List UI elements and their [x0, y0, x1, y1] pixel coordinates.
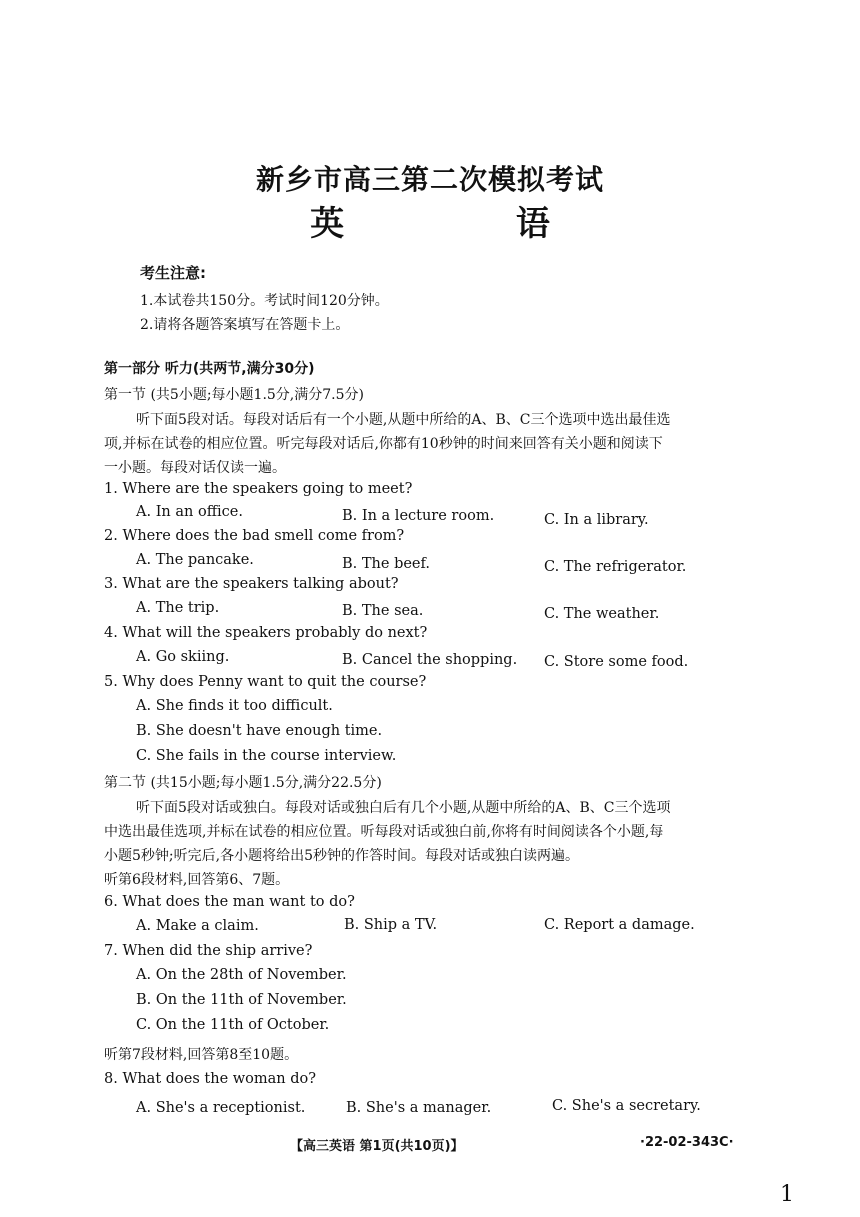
- question-1: 1. Where are the speakers going to meet?: [104, 481, 413, 497]
- part1-heading: 第一部分 听力(共两节,满分30分): [104, 361, 315, 377]
- subject-title: 英 语: [310, 204, 600, 244]
- option-a: A. The trip.: [136, 600, 220, 616]
- option-a: A. She's a receptionist.: [136, 1100, 306, 1116]
- question-7: 7. When did the ship arrive?: [104, 943, 313, 959]
- notice-item: 2.请将各题答案填写在答题卡上。: [140, 317, 350, 333]
- section1-instruction: 项,并标在试卷的相应位置。听完每段对话后,你都有10秒钟的时间来回答有关小题和阅读下: [104, 436, 663, 452]
- question-5: 5. Why does Penny want to quit the course?: [104, 674, 427, 690]
- option-b: B. The sea.: [342, 603, 424, 619]
- option-a: A. Make a claim.: [136, 918, 259, 934]
- notice-item: 1.本试卷共150分。考试时间120分钟。: [140, 293, 389, 309]
- section2-instruction: 小题5秒钟;听完后,各小题将给出5秒钟的作答时间。每段对话或独白读两遍。: [104, 848, 579, 864]
- option-a: A. In an office.: [136, 504, 243, 520]
- section2-instruction: 中选出最佳选项,并标在试卷的相应位置。听每段对话或独白前,你将有时间阅读各个小题,每: [104, 824, 664, 840]
- option-c: C. In a library.: [544, 512, 649, 528]
- section1-instruction: 听下面5段对话。每段对话后有一个小题,从题中所给的A、B、C三个选项中选出最佳选: [136, 412, 671, 428]
- notice-heading: 考生注意:: [140, 264, 206, 282]
- section1-heading: 第一节 (共5小题;每小题1.5分,满分7.5分): [104, 387, 364, 403]
- question-3: 3. What are the speakers talking about?: [104, 576, 399, 592]
- option-a: A. The pancake.: [136, 552, 254, 568]
- option-c: C. Store some food.: [544, 654, 689, 670]
- footer-page-info: 【高三英语 第1页(共10页)】: [290, 1139, 464, 1154]
- question-2: 2. Where does the bad smell come from?: [104, 528, 405, 544]
- option-a: A. On the 28th of November.: [136, 967, 347, 983]
- option-b: B. She doesn't have enough time.: [136, 723, 383, 739]
- option-c: C. She fails in the course interview.: [136, 748, 397, 764]
- option-b: B. Cancel the shopping.: [342, 652, 518, 668]
- section1-instruction: 一小题。每段对话仅读一遍。: [104, 460, 286, 476]
- section2-instruction: 听下面5段对话或独白。每段对话或独白后有几个小题,从题中所给的A、B、C三个选项: [136, 800, 671, 816]
- question-6: 6. What does the man want to do?: [104, 894, 355, 910]
- question-8: 8. What does the woman do?: [104, 1071, 317, 1087]
- question-4: 4. What will the speakers probably do next?: [104, 625, 428, 641]
- option-b: B. In a lecture room.: [342, 508, 495, 524]
- option-c: C. On the 11th of October.: [136, 1017, 330, 1033]
- material-7-note: 听第7段材料,回答第8至10题。: [104, 1047, 299, 1063]
- option-b: B. She's a manager.: [346, 1100, 492, 1116]
- material-6-note: 听第6段材料,回答第6、7题。: [104, 872, 290, 888]
- option-b: B. On the 11th of November.: [136, 992, 347, 1008]
- option-c: C. The refrigerator.: [544, 559, 687, 575]
- option-c: C. She's a secretary.: [552, 1098, 701, 1114]
- footer-code: ·22-02-343C·: [640, 1135, 734, 1150]
- page-number: 1: [780, 1182, 794, 1207]
- option-a: A. Go skiing.: [136, 649, 230, 665]
- section2-heading: 第二节 (共15小题;每小题1.5分,满分22.5分): [104, 775, 382, 791]
- exam-title: 新乡市高三第二次模拟考试: [255, 163, 604, 196]
- option-c: C. Report a damage.: [544, 917, 695, 933]
- option-b: B. Ship a TV.: [344, 917, 438, 933]
- option-a: A. She finds it too difficult.: [136, 698, 333, 714]
- option-c: C. The weather.: [544, 606, 660, 622]
- option-b: B. The beef.: [342, 556, 430, 572]
